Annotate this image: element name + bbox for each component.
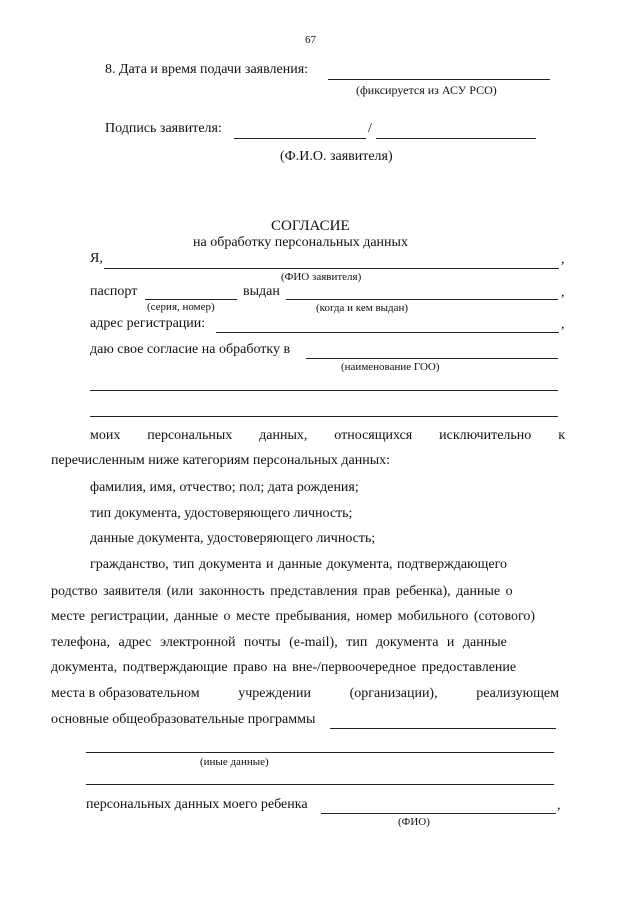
word: данных, [259,428,308,443]
issued-label: выдан [243,284,280,299]
other-data-line[interactable] [86,752,554,753]
word: реализующем [476,686,559,701]
programs-line[interactable] [330,728,556,729]
goo-name-line-2[interactable] [90,390,558,391]
paragraph-line [90,429,565,443]
paragraph-line: телефона, адрес электронной почты (e-mail), тип документа и данные [51,635,507,650]
date-label: 8. Дата и время подачи заявления: [105,62,309,77]
signature-name-line[interactable] [376,138,536,139]
child-fio-note: (ФИО) [398,816,430,828]
series-note: (серия, номер) [147,301,215,313]
word: исключительно [439,428,532,443]
paragraph-line: родство заявителя (или законность представления прав ребенка), данные о [51,584,513,599]
goo-name-line-3[interactable] [90,416,558,417]
word: персональных [147,428,233,443]
fio-note: (ФИО заявителя) [281,271,362,283]
page-number: 67 [305,34,316,46]
date-note: (фиксируется из АСУ РСО) [356,83,497,97]
signature-label: Подпись заявителя: [105,121,222,136]
date-field-line[interactable] [328,79,550,80]
paragraph-line: документа, подтверждающие право на вне-/первоочередное предоставление [51,660,517,675]
word: моих [90,428,121,443]
paragraph-line: месте регистрации, данные о месте пребывания, номер мобильного (сотового) [51,609,536,624]
signature-separator: / [368,121,372,136]
give-consent-label: даю свое согласие на обработку в [90,342,291,357]
word: учреждении [238,686,311,701]
child-fio-line[interactable] [321,813,556,814]
applicant-fio-line[interactable] [104,268,559,269]
issued-by-line[interactable] [286,299,558,300]
passport-label: паспорт [90,284,138,299]
goo-note: (наименование ГОО) [341,361,440,373]
consent-subtitle: на обработку персональных данных [193,235,408,250]
comma: , [561,317,565,332]
paragraph-line: гражданство, тип документа и данные документа, подтверждающего [90,557,507,572]
issued-note: (когда и кем выдан) [316,302,409,314]
other-data-note: (иные данные) [200,756,269,768]
comma: , [561,285,565,300]
i-label: Я, [90,251,103,266]
signature-note: (Ф.И.О. заявителя) [280,149,393,164]
comma: , [557,798,561,813]
signature-line[interactable] [234,138,366,139]
goo-name-line[interactable] [306,358,558,359]
word: (организации), [349,686,438,701]
child-data-label: персональных данных моего ребенка [86,797,308,812]
address-line[interactable] [216,332,559,333]
other-data-line-2[interactable] [86,784,554,785]
category-item: фамилия, имя, отчество; пол; дата рождения; [90,480,359,495]
category-item: тип документа, удостоверяющего личность; [90,506,353,521]
address-label: адрес регистрации: [90,316,206,331]
word: места в образовательном [51,686,200,701]
passport-number-line[interactable] [145,299,237,300]
word: относящихся [334,428,413,443]
paragraph-line: перечисленным ниже категориям персональных данных: [51,453,391,468]
programs-label: основные общеобразовательные программы [51,712,316,727]
comma: , [561,252,565,267]
paragraph-line [51,687,559,701]
category-item: данные документа, удостоверяющего личность; [90,531,376,546]
word: к [558,428,565,443]
consent-title: СОГЛАСИЕ [271,218,350,234]
